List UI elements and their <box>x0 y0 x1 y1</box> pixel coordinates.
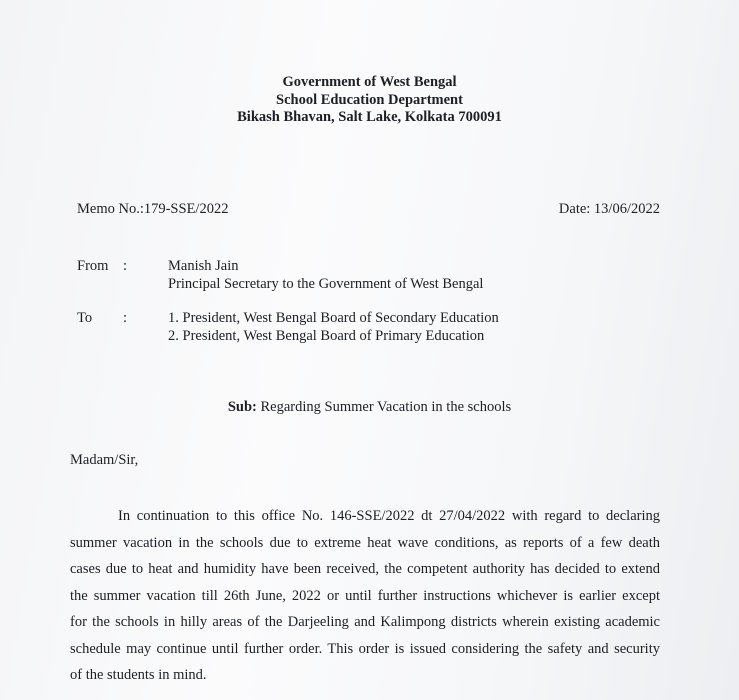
letterhead-department: School Education Department <box>276 92 463 108</box>
memo-date: Date: 13/06/2022 <box>558 201 660 217</box>
memo-number: Memo No.:179-SSE/2022 <box>77 201 229 217</box>
from-label: From <box>77 258 109 274</box>
body-line: of the students in mind. <box>70 667 207 683</box>
recipient-2: 2. President, West Bengal Board of Primary Education <box>168 328 485 344</box>
body-line: schedule may continue until further order. This order is issued considering the safety and security <box>70 640 660 657</box>
subject-line <box>0 399 739 416</box>
to-colon: : <box>123 310 128 326</box>
subject-text: Regarding Summer Vacation in the schools <box>260 399 512 415</box>
letter-body <box>70 503 660 689</box>
from-colon: : <box>123 258 128 274</box>
letterhead-government: Government of West Bengal <box>282 74 457 90</box>
body-line: for the schools in hilly areas of the Darjeeling and Kalimpong districts wherein existing academic <box>70 614 660 630</box>
sender-designation: Principal Secretary to the Government of West Bengal <box>168 276 484 292</box>
body-line: cases due to heat and humidity have been received, the competent authority has decided to extend <box>70 561 660 577</box>
body-line: the summer vacation till 26th June, 2022 or until further instructions whichever is earlier except <box>70 587 660 604</box>
to-label: To <box>77 310 93 326</box>
salutation: Madam/Sir, <box>70 452 139 468</box>
body-line: summer vacation in the schools due to extreme heat wave conditions, as reports of a few death <box>70 534 660 551</box>
recipient-1: 1. President, West Bengal Board of Secondary Education <box>168 310 499 326</box>
letterhead-address: Bikash Bhavan, Salt Lake, Kolkata 700091 <box>237 109 502 125</box>
body-line: In continuation to this office No. 146-SSE/2022 dt 27/04/2022 with regard to declaring <box>118 508 660 524</box>
subject-label: Sub: <box>227 399 257 415</box>
sender-name: Manish Jain <box>168 258 239 274</box>
